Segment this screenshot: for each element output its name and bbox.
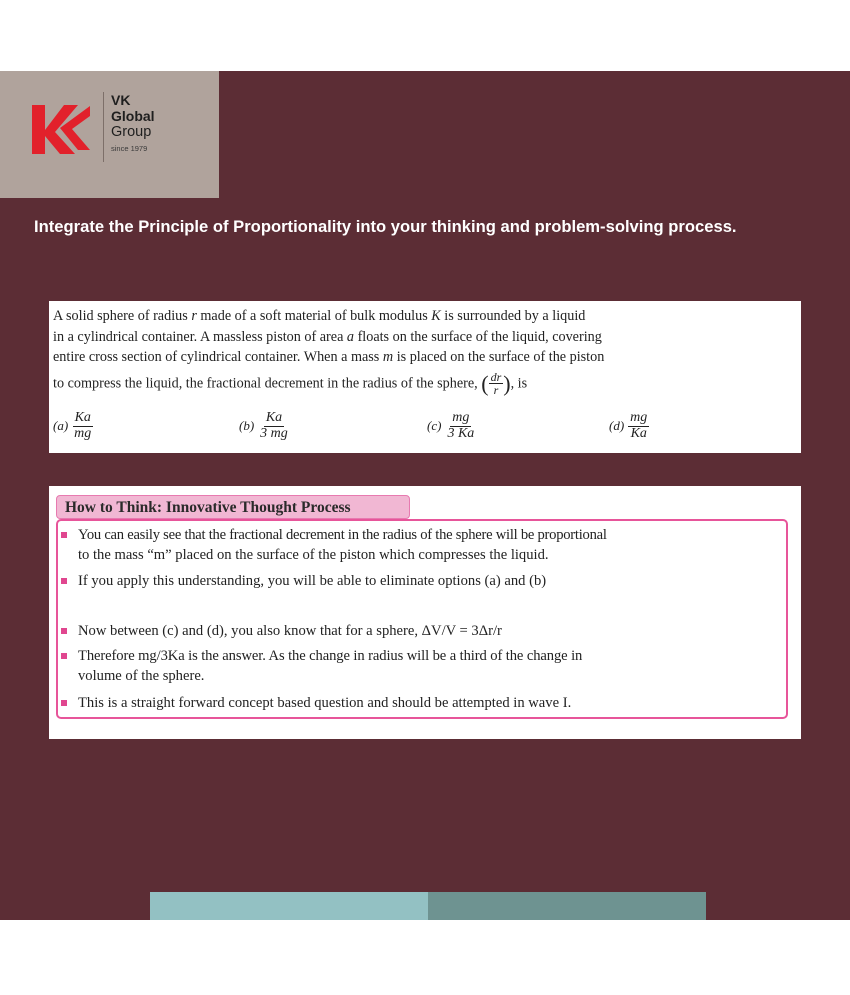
option-c[interactable]: (c) $\frac{mg}{3 Ka}$: [427, 410, 475, 441]
bullet-3: Now between (c) and (d), you also know that for a sphere, ΔV/V = 3Δr/r: [65, 622, 785, 642]
bullet-square-icon: [61, 532, 67, 538]
brand-name: [111, 92, 155, 153]
brand-line-2: Global: [111, 108, 155, 125]
question-line-4: to compress the liquid, the fractional decrement in the radius of the sphere, ( $\frac{dr}{r}$ ), is: [53, 369, 528, 398]
question-box: [49, 301, 801, 453]
option-d[interactable]: (d) $\frac{mg}{Ka}$: [609, 410, 648, 441]
question-text: [53, 306, 798, 397]
bottom-bar-left: [150, 892, 428, 920]
bullet-square-icon: [61, 628, 67, 634]
thinking-box: [49, 486, 801, 739]
bullet-square-icon: [61, 700, 67, 706]
bullet-square-icon: [61, 578, 67, 584]
bullet-2: If you apply this understanding, you will be able to eliminate options (a) and (b): [65, 572, 785, 592]
option-b[interactable]: (b) $\frac{Ka}{3 mg}$: [239, 410, 288, 441]
bullet-square-icon: [61, 653, 67, 659]
logo-divider: [103, 92, 104, 162]
bullet-1: You can easily see that the fractional decrement in the radius of the sphere will be proportional to the mass “m” placed on the surface of the piston which compresses the liquid.: [65, 526, 785, 565]
vk-logo-icon: [30, 102, 92, 157]
bottom-bar-right: [428, 892, 706, 920]
question-line-3: entire cross section of cylindrical container. When a mass m is placed on the surface of the piston: [53, 349, 605, 365]
thinking-heading: How to Think: Innovative Thought Process: [56, 495, 410, 519]
brand-since: since 1979: [111, 143, 148, 153]
bullet-5: This is a straight forward concept based question and should be attempted in wave I.: [65, 694, 785, 714]
option-a[interactable]: (a) $\frac{Ka}{mg}$: [53, 410, 92, 441]
brand-line-3: Group: [111, 124, 152, 141]
tagline: Integrate the Principle of Proportionality into your thinking and problem-solving process.: [34, 217, 737, 236]
ratio-fraction: $\frac{dr}{r}$: [490, 369, 502, 398]
question-line-2: in a cylindrical container. A massless piston of area a floats on the surface of the liquid, covering: [53, 328, 602, 345]
question-line-1: A solid sphere of radius r made of a soft material of bulk modulus K is surrounded by a liquid: [53, 308, 586, 324]
bullet-4: Therefore mg/3Ka is the answer. As the change in radius will be a third of the change in volume of the sphere.: [65, 647, 785, 686]
brand-line-1: VK: [111, 92, 131, 108]
